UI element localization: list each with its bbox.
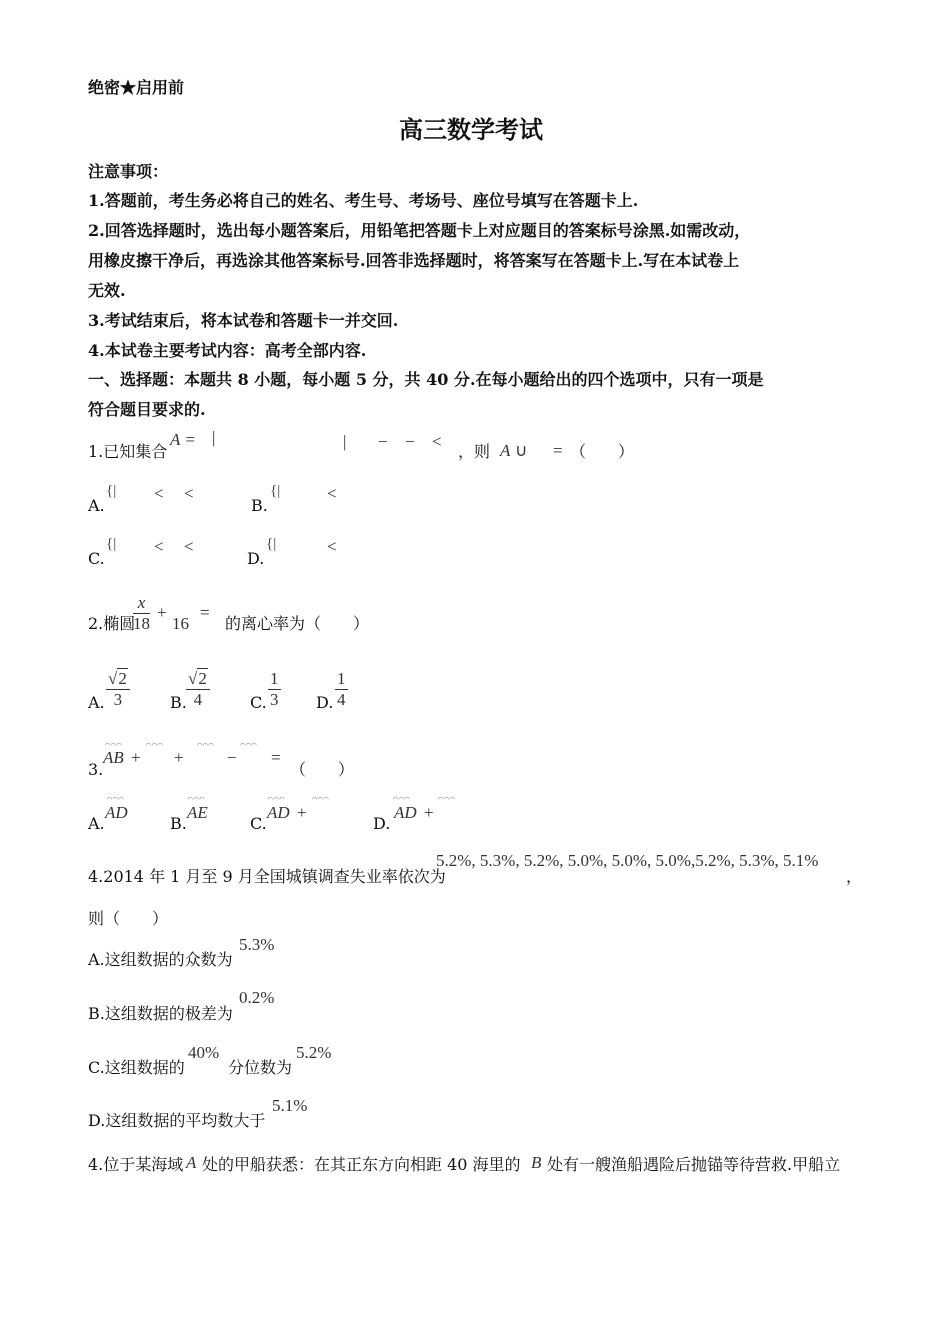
q4-comma: ， [846, 867, 863, 886]
q4-option-d-value: 5.1% [272, 1096, 308, 1115]
q1-option-a: A. [88, 496, 105, 515]
q5-point-b: B [531, 1153, 542, 1172]
q3-option-a: A. [88, 814, 105, 833]
confidential-label: 绝密★启用前 [88, 78, 185, 97]
q2-option-b-value [186, 669, 210, 710]
q2-plus: + [157, 603, 167, 622]
q5-middle: 处的甲船获悉：在其正东方向相距 40 海里的 [202, 1155, 521, 1174]
q1-union: ∪ [515, 441, 528, 460]
q3-option-d-value: AD [394, 803, 417, 822]
q1-set-a: A = [170, 430, 196, 449]
q2-option-b-denominator: 4 [193, 690, 203, 709]
vector-arrow-icon: ⌒⌒⌒ [268, 794, 286, 803]
q1-option-b-brace: {| [270, 483, 281, 499]
q4-option-c-value: 5.2% [296, 1043, 332, 1062]
q1-fragment-4: − [405, 432, 415, 451]
q2-numerator-x: x [137, 593, 146, 612]
q2-option-b: B. [170, 693, 187, 712]
vector-arrow-icon: ⌒⌒⌒ [312, 794, 330, 803]
q1-option-d-lt: < [327, 537, 337, 556]
q2-fraction-y [172, 593, 189, 634]
q3-option-a-value: AD [105, 803, 128, 822]
section-heading-line-1: 一、选择题：本题共 8 小题，每小题 5 分，共 40 分.在每小题给出的四个选项中，只有一项是 [88, 370, 764, 389]
q3-option-d: D. [373, 814, 391, 833]
notice-item-2-line-1: 2.回答选择题时，选出每小题答案后，用铅笔把答题卡上对应题目的答案标号涂黑.如需改动， [88, 221, 751, 240]
q1-set-a-2: A [500, 441, 511, 460]
q3-plus-2: + [174, 748, 184, 767]
notice-item-3: 3.考试结束后，将本试卷和答题卡一并交回. [88, 311, 399, 330]
q2-option-b-radicand: 2 [198, 669, 207, 688]
q4-option-b: B.这组数据的极差为 [88, 1004, 233, 1023]
q2-suffix: 的离心率为（ ） [225, 614, 370, 633]
q3-option-b: B. [170, 814, 187, 833]
q4-prefix: 4.2014 年 1 月至 9 月全国城镇调查失业率依次为 [88, 867, 446, 886]
q1-option-c-brace: {| [106, 536, 117, 552]
vector-arrow-icon: ⌒⌒⌒ [146, 740, 164, 749]
sqrt-icon: √ [188, 669, 198, 688]
q1-prefix: 1.已知集合 [88, 442, 168, 461]
q3-plus-1: + [131, 748, 141, 767]
q1-then: ，则 [458, 442, 491, 461]
q3-vector-ab: AB [103, 748, 124, 767]
notice-item-1: 1.答题前，考生务必将自己的姓名、考生号、考场号、座位号填写在答题卡上. [88, 191, 639, 210]
q1-option-a-brace: {| [106, 483, 117, 499]
q4-then: 则（ ） [88, 909, 169, 928]
vector-arrow-icon: ⌒⌒⌒ [240, 740, 258, 749]
q5-prefix: 4.位于某海域 [88, 1155, 184, 1174]
q2-option-d-value [335, 669, 348, 710]
q2-option-a: A. [88, 693, 105, 712]
q2-numerator-y [179, 593, 183, 613]
q2-option-d-denominator: 4 [337, 690, 346, 709]
q3-option-c: C. [250, 814, 267, 833]
notice-item-2-line-2: 用橡皮擦干净后，再选涂其他答案标号.回答非选择题时，将答案写在答题卡上.写在本试卷上 [88, 251, 740, 270]
q2-denominator-18: 18 [133, 614, 150, 633]
q1-option-a-lt-2: < [184, 484, 194, 503]
page-title: 高三数学考试 [399, 115, 543, 144]
q5-suffix: 处有一艘渔船遇险后抛锚等待营救.甲船立 [547, 1155, 841, 1174]
notice-item-4: 4.本试卷主要考试内容：高考全部内容. [88, 341, 367, 360]
q4-option-b-value: 0.2% [239, 988, 275, 1007]
notice-heading: 注意事项： [88, 162, 169, 181]
q2-option-c-value [268, 669, 281, 710]
q5-point-a: A [186, 1153, 197, 1172]
q4-option-a: A.这组数据的众数为 [88, 950, 233, 969]
q4-option-c-percentile: 40% [188, 1043, 220, 1062]
q2-option-a-denominator: 3 [113, 690, 123, 709]
q1-equals: = [553, 441, 563, 460]
q3-prefix: 3. [88, 760, 104, 779]
q2-equals: = [200, 603, 210, 622]
vector-arrow-icon: ⌒⌒⌒ [438, 794, 456, 803]
q3-option-c-plus: + [297, 803, 307, 822]
sqrt-icon: √ [108, 669, 118, 688]
q2-option-c-numerator: 1 [270, 669, 279, 688]
q1-option-b: B. [251, 496, 268, 515]
vector-arrow-icon: ⌒⌒⌒ [393, 794, 411, 803]
notice-item-2-line-3: 无效. [88, 281, 126, 300]
q4-option-c-part-1: C.这组数据的 [88, 1058, 185, 1077]
q1-fragment-3: − [378, 432, 388, 451]
q4-option-d: D.这组数据的平均数大于 [88, 1111, 266, 1130]
vector-arrow-icon: ⌒⌒⌒ [105, 740, 123, 749]
q3-option-b-value: AE [187, 803, 208, 822]
section-heading-line-2: 符合题目要求的. [88, 400, 206, 419]
q4-option-a-value: 5.3% [239, 935, 275, 954]
q3-equals: = [271, 748, 281, 767]
q2-denominator-16: 16 [172, 614, 189, 633]
q3-minus: − [227, 748, 237, 767]
q2-option-c-denominator: 3 [270, 690, 279, 709]
q1-fragment-2: | [343, 432, 347, 451]
q4-rates: 5.2%, 5.3%, 5.2%, 5.0%, 5.0%, 5.0%,5.2%, 5.3%, 5.1% [436, 851, 819, 870]
q1-option-b-lt: < [327, 484, 337, 503]
vector-arrow-icon: ⌒⌒⌒ [197, 740, 215, 749]
q1-option-d-brace: {| [266, 536, 277, 552]
q1-option-d: D. [247, 549, 265, 568]
q4-option-c-part-2: 分位数为 [228, 1058, 293, 1077]
q2-prefix: 2.椭圆 [88, 614, 136, 633]
q2-option-d: D. [316, 693, 334, 712]
q3-option-d-plus: + [424, 803, 434, 822]
q2-option-a-radicand: 2 [118, 669, 127, 688]
q1-option-c-lt-2: < [184, 537, 194, 556]
q3-option-c-value: AD [267, 803, 290, 822]
q1-option-c-lt-1: < [154, 537, 164, 556]
vector-arrow-icon: ⌒⌒⌒ [188, 794, 206, 803]
q2-option-d-numerator: 1 [337, 669, 346, 688]
vector-arrow-icon: ⌒⌒⌒ [107, 794, 125, 803]
q1-paren: （ ） [570, 442, 635, 461]
q2-option-a-value [106, 669, 130, 710]
q1-option-a-lt-1: < [154, 484, 164, 503]
q2-fraction-x [133, 593, 150, 634]
q1-fragment-1: | [212, 428, 216, 447]
q1-option-c: C. [88, 549, 105, 568]
q2-option-c: C. [250, 693, 267, 712]
q3-paren: （ ） [290, 760, 355, 779]
q1-fragment-5: < [432, 432, 442, 451]
